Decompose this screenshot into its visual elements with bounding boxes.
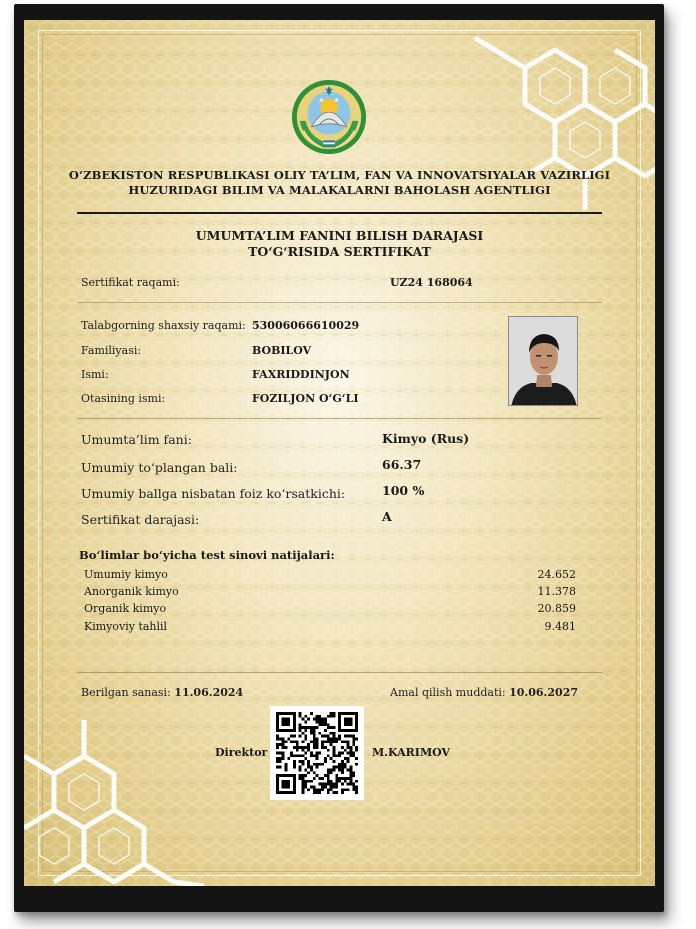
title-line-2: TO‘G‘RISIDA SERTIFIKAT (248, 244, 431, 259)
issue-date-value: 11.06.2024 (174, 686, 244, 699)
section-results-title: Bo‘limlar bo‘yicha test sinovi natijalari: (79, 548, 335, 562)
first-name-label: Ismi: (81, 368, 109, 381)
section-row (84, 602, 576, 618)
section-name: Umumiy kimyo (84, 568, 168, 581)
corner-ornament-bottom-left (24, 716, 244, 886)
agency-line-1: O‘ZBEKISTON RESPUBLIKASI OLIY TA’LIM, FAN VA INNOVATSIYALAR VAZIRLIGI (68, 168, 611, 182)
personal-id-value: 53006066610029 (252, 319, 360, 332)
state-emblem (290, 78, 368, 156)
patronymic-value: FOZILJON O‘G‘LI (252, 392, 359, 405)
title-line-1: UMUMTA’LIM FANINI BILISH DARAJASI (195, 228, 484, 243)
director-name: M.KARIMOV (372, 746, 451, 759)
section-row (84, 585, 576, 601)
section-score: 9.481 (544, 620, 576, 633)
issue-date-label: Berilgan sanasi: (81, 686, 171, 699)
section-score: 20.859 (537, 602, 576, 615)
section-score: 24.652 (537, 568, 576, 581)
qr-code-image (276, 712, 358, 794)
director-label: Direktor (215, 746, 268, 759)
certificate-title (64, 228, 615, 260)
percent-value: 100 % (382, 483, 425, 498)
personal-id-label: Talabgorning shaxsiy raqami: (81, 319, 246, 332)
percent-label: Umumiy ballga nisbatan foiz ko‘rsatkichi: (81, 486, 346, 501)
section-name: Anorganik kimyo (84, 585, 179, 598)
first-name-value: FAXRIDDINJON (252, 368, 350, 381)
total-score-label: Umumiy to‘plangan bali: (81, 460, 238, 475)
patronymic-label: Otasining ismi: (81, 392, 166, 405)
portrait-image (509, 317, 578, 406)
holder-photo (508, 316, 578, 406)
certificate-number-value: UZ24 168064 (390, 276, 473, 289)
divider-2 (77, 418, 602, 419)
valid-until-label: Amal qilish muddati: (390, 686, 506, 699)
agency-line-2: HUZURIDAGI BILIM VA MALAKALARNI BAHOLASH AGENTLIGI (128, 183, 551, 197)
certificate-number-label: Sertifikat raqami: (81, 276, 180, 289)
valid-until-value: 10.06.2027 (509, 686, 578, 699)
surname-label: Familiyasi: (81, 344, 142, 357)
qr-code[interactable] (270, 706, 364, 800)
surname-value: BOBILOV (252, 344, 312, 357)
total-score-value: 66.37 (382, 457, 422, 472)
divider-1 (77, 302, 602, 303)
certificate-level-value: A (382, 509, 392, 524)
section-row (84, 568, 576, 584)
agency-name (64, 168, 615, 198)
subject-value: Kimyo (Rus) (382, 431, 470, 446)
section-row (84, 620, 576, 636)
header-divider (77, 212, 602, 214)
certificate-level-label: Sertifikat darajasi: (81, 512, 200, 527)
divider-3 (77, 672, 602, 673)
valid-until (390, 686, 578, 699)
subject-label: Umumta’lim fani: (81, 432, 192, 447)
section-name: Organik kimyo (84, 602, 167, 615)
issue-date (81, 686, 243, 699)
certificate-document (24, 20, 655, 886)
section-score: 11.378 (537, 585, 576, 598)
section-name: Kimyoviy tahlil (84, 620, 168, 633)
